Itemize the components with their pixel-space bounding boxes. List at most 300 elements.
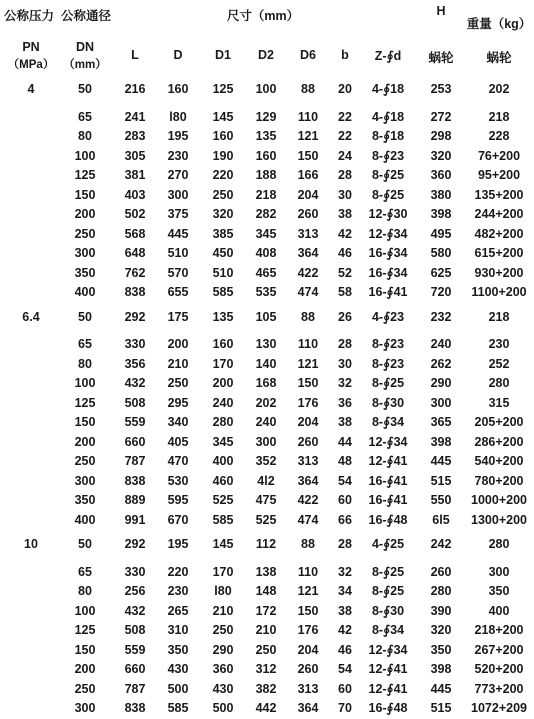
- cell-h: 360: [430, 168, 452, 182]
- cell-h: 6l5: [432, 512, 450, 527]
- table-row: [0, 264, 534, 284]
- cell-d1: 170: [212, 356, 234, 371]
- cell-d1: 320: [212, 207, 234, 221]
- table-row: [0, 680, 534, 700]
- cell-zd: 4-∮25: [371, 537, 405, 551]
- cell-weight: 540+200: [474, 454, 524, 468]
- cell-d6: 121: [297, 129, 319, 143]
- cell-dn: 200: [74, 207, 96, 221]
- cell-zd: 8-∮25: [371, 187, 405, 202]
- cell-b: 48: [338, 454, 352, 468]
- cell-l: 356: [124, 356, 146, 371]
- cell-l: 502: [124, 207, 146, 221]
- header-pn-unit: （MPa）: [7, 59, 55, 71]
- cell-d6: 121: [297, 584, 319, 598]
- cell-weight: 280: [488, 537, 510, 551]
- cell-zd: 8-∮18: [371, 129, 405, 143]
- table-row: [0, 472, 534, 492]
- cell-h: 445: [430, 454, 452, 468]
- cell-b: 42: [338, 623, 352, 637]
- header-dimensions: 尺寸（mm）: [226, 9, 300, 23]
- cell-h: 445: [430, 681, 452, 696]
- cell-h: 290: [430, 376, 452, 390]
- cell-weight: 252: [488, 356, 510, 371]
- cell-dn: 65: [78, 564, 92, 579]
- cell-d1: 360: [212, 662, 234, 676]
- pn-value: 10: [24, 537, 38, 551]
- cell-d1: 170: [212, 564, 234, 579]
- table-row: [0, 563, 534, 583]
- cell-l: 660: [124, 662, 146, 676]
- cell-d6: 150: [297, 148, 319, 163]
- table-row: [0, 127, 534, 147]
- cell-d: 375: [167, 207, 189, 221]
- table-row: [0, 80, 534, 100]
- cell-d6: 88: [301, 537, 315, 551]
- cell-b: 44: [338, 434, 352, 449]
- cell-dn: 50: [78, 537, 92, 551]
- table-row: [0, 108, 534, 128]
- table-body: [0, 80, 534, 719]
- cell-dn: 80: [78, 129, 92, 143]
- cell-d: 230: [167, 148, 189, 163]
- cell-d6: 150: [297, 603, 319, 618]
- table-row: [0, 660, 534, 680]
- cell-zd: 12-∮41: [368, 681, 408, 696]
- table-row: [0, 582, 534, 602]
- cell-dn: 100: [74, 376, 96, 390]
- cell-d: 250: [167, 376, 189, 390]
- cell-weight: 482+200: [474, 226, 524, 241]
- cell-d: 655: [167, 285, 189, 299]
- cell-weight: 1100+200: [471, 285, 527, 299]
- cell-h: 320: [430, 623, 452, 637]
- cell-weight: 95+200: [477, 168, 521, 182]
- cell-d: 310: [167, 623, 189, 637]
- cell-d1: 430: [212, 681, 234, 696]
- cell-weight: 218+200: [474, 623, 524, 637]
- cell-weight: 400: [488, 603, 510, 618]
- cell-d1: 145: [212, 537, 234, 551]
- cell-zd: 8-∮25: [371, 376, 405, 390]
- cell-l: 568: [124, 226, 146, 241]
- cell-d: 230: [167, 584, 189, 598]
- cell-dn: 125: [74, 168, 96, 182]
- table-row: [0, 511, 534, 531]
- cell-weight: 1000+200: [471, 493, 527, 507]
- cell-zd: 12-∮41: [368, 662, 408, 676]
- cell-d: 405: [167, 434, 189, 449]
- cell-d1: 460: [212, 473, 234, 488]
- table-row: [0, 641, 534, 661]
- cell-d2: 130: [255, 337, 277, 351]
- table-row: [0, 335, 534, 355]
- cell-d2: 465: [255, 265, 277, 280]
- cell-b: 28: [338, 168, 352, 182]
- cell-zd: 16-∮34: [368, 265, 408, 280]
- cell-d2: 240: [255, 415, 277, 429]
- cell-zd: 12-∮34: [368, 434, 408, 449]
- cell-l: 648: [124, 246, 146, 260]
- cell-b: 30: [338, 187, 352, 202]
- cell-b: 32: [338, 376, 352, 390]
- cell-d2: 4l2: [257, 473, 275, 488]
- cell-zd: 16-∮34: [368, 246, 408, 260]
- cell-h: 232: [430, 309, 452, 324]
- header-b: b: [341, 48, 349, 62]
- cell-d1: 290: [212, 642, 234, 657]
- cell-h: 280: [430, 584, 452, 598]
- pn-value: 6.4: [22, 309, 40, 324]
- pn-value: 4: [27, 82, 35, 96]
- cell-dn: 350: [74, 265, 96, 280]
- cell-d2: 100: [255, 82, 277, 96]
- cell-h: 262: [430, 356, 452, 371]
- cell-d1: 135: [212, 309, 234, 324]
- cell-dn: 250: [74, 226, 96, 241]
- table-row: [0, 535, 534, 555]
- cell-zd: 12-∮30: [368, 207, 408, 221]
- cell-d2: 352: [255, 454, 277, 468]
- cell-dn: 150: [74, 415, 96, 429]
- cell-d1: 280: [212, 415, 234, 429]
- cell-zd: 16-∮41: [368, 285, 408, 299]
- cell-h: 398: [430, 434, 452, 449]
- cell-zd: 8-∮25: [371, 584, 405, 598]
- cell-l: 256: [124, 584, 146, 598]
- cell-b: 22: [338, 109, 352, 124]
- cell-weight: 267+200: [474, 642, 524, 657]
- cell-dn: 300: [74, 246, 96, 260]
- cell-d6: 422: [297, 493, 319, 507]
- cell-l: 787: [124, 681, 146, 696]
- cell-d6: 176: [297, 623, 319, 637]
- cell-b: 38: [338, 415, 352, 429]
- cell-d6: 110: [297, 564, 319, 579]
- cell-d: 220: [167, 564, 189, 579]
- cell-l: 559: [124, 642, 146, 657]
- cell-d1: 240: [212, 395, 234, 410]
- cell-d6: 110: [297, 337, 319, 351]
- table-row: [0, 433, 534, 453]
- cell-l: 216: [124, 82, 146, 96]
- cell-h: 398: [430, 662, 452, 676]
- cell-d1: 345: [212, 434, 234, 449]
- table-row: [0, 374, 534, 394]
- cell-h: 242: [430, 537, 452, 551]
- cell-d: 350: [167, 642, 189, 657]
- cell-l: 787: [124, 454, 146, 468]
- cell-dn: 65: [78, 337, 92, 351]
- cell-b: 38: [338, 207, 352, 221]
- cell-h: 350: [430, 642, 452, 657]
- cell-l: 432: [124, 376, 146, 390]
- cell-l: 292: [124, 537, 146, 551]
- cell-l: 283: [124, 129, 146, 143]
- cell-d6: 474: [297, 512, 319, 527]
- cell-d2: 442: [255, 701, 277, 715]
- cell-d2: 525: [255, 512, 277, 527]
- cell-d6: 121: [297, 356, 319, 371]
- cell-d2: 345: [255, 226, 277, 241]
- cell-b: 54: [338, 473, 352, 488]
- table-row: [0, 186, 534, 206]
- cell-dn: 50: [78, 309, 92, 324]
- cell-d: 510: [167, 246, 189, 260]
- table-row: [0, 355, 534, 375]
- cell-d2: 250: [255, 642, 277, 657]
- cell-d1: 145: [212, 109, 234, 124]
- cell-b: 46: [338, 246, 352, 260]
- cell-h: 240: [430, 337, 452, 351]
- cell-weight: 228: [488, 129, 510, 143]
- cell-zd: 8-∮23: [371, 356, 405, 371]
- cell-l: 403: [124, 187, 146, 202]
- cell-dn: 200: [74, 662, 96, 676]
- cell-l: 508: [124, 623, 146, 637]
- cell-zd: 16-∮41: [368, 473, 408, 488]
- cell-weight: 300: [488, 564, 510, 579]
- cell-h: 365: [430, 415, 452, 429]
- cell-d: 670: [167, 512, 189, 527]
- cell-d6: 204: [297, 415, 319, 429]
- cell-b: 28: [338, 537, 352, 551]
- cell-dn: 200: [74, 434, 96, 449]
- cell-d2: 140: [255, 356, 277, 371]
- cell-d: 265: [167, 603, 189, 618]
- header-d6: D6: [300, 48, 316, 62]
- cell-l: 432: [124, 603, 146, 618]
- table-row: [0, 225, 534, 245]
- cell-b: 66: [338, 512, 352, 527]
- cell-b: 60: [338, 493, 352, 507]
- table-row: [0, 283, 534, 303]
- cell-dn: 400: [74, 512, 96, 527]
- cell-l: 330: [124, 337, 146, 351]
- cell-d2: 382: [255, 681, 277, 696]
- cell-dn: 300: [74, 473, 96, 488]
- header-weight-sub: 蜗轮: [486, 51, 512, 65]
- cell-zd: 4-∮23: [371, 309, 405, 324]
- cell-dn: 400: [74, 285, 96, 299]
- cell-weight: 230: [488, 337, 510, 351]
- cell-d: 570: [167, 265, 189, 280]
- cell-d: 195: [167, 129, 189, 143]
- cell-zd: 8-∮23: [371, 337, 405, 351]
- cell-l: 838: [124, 285, 146, 299]
- cell-d: 300: [167, 187, 189, 202]
- header-dn-unit: （mm）: [63, 59, 107, 71]
- cell-h: 320: [430, 148, 452, 163]
- cell-d: 195: [167, 537, 189, 551]
- table-row: [0, 699, 534, 719]
- cell-d2: 312: [255, 662, 277, 676]
- cell-d6: 260: [297, 434, 319, 449]
- cell-d2: 188: [255, 168, 277, 182]
- cell-weight: 1072+209: [471, 701, 527, 715]
- header-d2: D2: [258, 48, 274, 62]
- cell-zd: 8-∮30: [371, 395, 405, 410]
- cell-dn: 250: [74, 454, 96, 468]
- cell-d2: 168: [255, 376, 277, 390]
- table-header: [0, 0, 534, 80]
- cell-l: 508: [124, 395, 146, 410]
- cell-l: 889: [124, 493, 146, 507]
- cell-d6: 313: [297, 681, 319, 696]
- cell-d: 585: [167, 701, 189, 715]
- cell-b: 32: [338, 564, 352, 579]
- header-pressure: 公称压力: [4, 9, 55, 23]
- cell-d: 175: [167, 309, 189, 324]
- cell-weight: 615+200: [474, 246, 524, 260]
- cell-h: 625: [430, 265, 452, 280]
- cell-d2: 129: [255, 109, 277, 124]
- cell-d2: 475: [255, 493, 277, 507]
- cell-h: 550: [430, 493, 452, 507]
- header-h-sub: 蜗轮: [428, 51, 454, 65]
- cell-d2: 300: [255, 434, 277, 449]
- cell-weight: 218: [488, 109, 510, 124]
- cell-d1: 385: [212, 226, 234, 241]
- cell-h: 272: [430, 109, 452, 124]
- table-row: [0, 166, 534, 186]
- cell-b: 38: [338, 603, 352, 618]
- cell-dn: 100: [74, 603, 96, 618]
- cell-d: 445: [167, 226, 189, 241]
- cell-d1: 450: [212, 246, 234, 260]
- cell-b: 46: [338, 642, 352, 657]
- cell-d1: 525: [212, 493, 234, 507]
- cell-d6: 176: [297, 395, 319, 410]
- cell-l: 660: [124, 434, 146, 449]
- cell-h: 495: [430, 226, 452, 241]
- cell-b: 20: [338, 82, 352, 96]
- cell-d: 430: [167, 662, 189, 676]
- header-weight: 重量（kg）: [466, 17, 532, 31]
- cell-dn: 80: [78, 584, 92, 598]
- header-dn: DN: [75, 40, 95, 54]
- cell-l: 559: [124, 415, 146, 429]
- cell-d2: 112: [255, 537, 277, 551]
- cell-b: 28: [338, 337, 352, 351]
- cell-weight: 930+200: [474, 265, 524, 280]
- table-row: [0, 147, 534, 167]
- pn-group: [0, 308, 534, 531]
- cell-d1: 250: [212, 623, 234, 637]
- cell-zd: 12-∮34: [368, 642, 408, 657]
- cell-d: 200: [167, 337, 189, 351]
- cell-d2: 172: [255, 603, 277, 618]
- cell-h: 300: [430, 395, 452, 410]
- cell-d6: 313: [297, 454, 319, 468]
- cell-weight: 780+200: [474, 473, 524, 488]
- cell-d: 210: [167, 356, 189, 371]
- cell-d1: 585: [212, 512, 234, 527]
- table-row: [0, 244, 534, 264]
- cell-d2: 202: [255, 395, 277, 410]
- cell-d6: 474: [297, 285, 319, 299]
- cell-weight: 350: [488, 584, 510, 598]
- cell-h: 398: [430, 207, 452, 221]
- header-h: H: [436, 4, 446, 18]
- cell-zd: 8-∮25: [371, 168, 405, 182]
- cell-d: 470: [167, 454, 189, 468]
- cell-d6: 166: [297, 168, 319, 182]
- table-row: [0, 308, 534, 328]
- cell-h: 298: [430, 129, 452, 143]
- cell-d6: 364: [297, 701, 319, 715]
- cell-weight: 76+200: [477, 148, 521, 163]
- cell-weight: 202: [488, 82, 510, 96]
- cell-zd: 4-∮18: [371, 109, 405, 124]
- cell-h: 253: [430, 82, 452, 96]
- cell-zd: 16-∮48: [368, 512, 408, 527]
- cell-b: 60: [338, 681, 352, 696]
- table-row: [0, 205, 534, 225]
- cell-dn: 125: [74, 623, 96, 637]
- table-row: [0, 413, 534, 433]
- pn-group: [0, 80, 534, 303]
- cell-d6: 422: [297, 265, 319, 280]
- table-row: [0, 621, 534, 641]
- cell-d1: 210: [212, 603, 234, 618]
- cell-d6: 260: [297, 662, 319, 676]
- cell-dn: 150: [74, 642, 96, 657]
- cell-d: 530: [167, 473, 189, 488]
- cell-l: 330: [124, 564, 146, 579]
- cell-b: 54: [338, 662, 352, 676]
- cell-weight: 218: [488, 309, 510, 324]
- cell-l: 241: [124, 109, 146, 124]
- cell-d2: 408: [255, 246, 277, 260]
- cell-dn: 125: [74, 395, 96, 410]
- cell-b: 30: [338, 356, 352, 371]
- cell-dn: 65: [78, 109, 92, 124]
- cell-zd: 12-∮34: [368, 226, 408, 241]
- cell-d2: 148: [255, 584, 277, 598]
- cell-d1: 160: [212, 129, 234, 143]
- cell-weight: 205+200: [474, 415, 524, 429]
- cell-b: 36: [338, 395, 352, 410]
- cell-h: 380: [430, 187, 452, 202]
- cell-d1: 160: [212, 337, 234, 351]
- cell-d2: 535: [255, 285, 277, 299]
- cell-l: 838: [124, 701, 146, 715]
- cell-d1: 125: [212, 82, 234, 96]
- pn-group: [0, 535, 534, 719]
- cell-weight: 1300+200: [471, 512, 527, 527]
- cell-zd: 16-∮41: [368, 493, 408, 507]
- cell-d1: l80: [214, 584, 232, 598]
- cell-b: 34: [338, 584, 352, 598]
- cell-d6: 364: [297, 473, 319, 488]
- cell-dn: 150: [74, 187, 96, 202]
- cell-d6: 204: [297, 642, 319, 657]
- cell-h: 390: [430, 603, 452, 618]
- cell-d2: 135: [255, 129, 277, 143]
- cell-d2: 282: [255, 207, 277, 221]
- cell-dn: 350: [74, 493, 96, 507]
- cell-zd: 12-∮41: [368, 454, 408, 468]
- cell-b: 58: [338, 285, 352, 299]
- cell-d1: 200: [212, 376, 234, 390]
- cell-d1: 220: [212, 168, 234, 182]
- cell-l: 991: [124, 512, 146, 527]
- cell-d2: 160: [255, 148, 277, 163]
- cell-dn: 50: [78, 82, 92, 96]
- cell-d: 160: [167, 82, 189, 96]
- cell-d1: 500: [212, 701, 234, 715]
